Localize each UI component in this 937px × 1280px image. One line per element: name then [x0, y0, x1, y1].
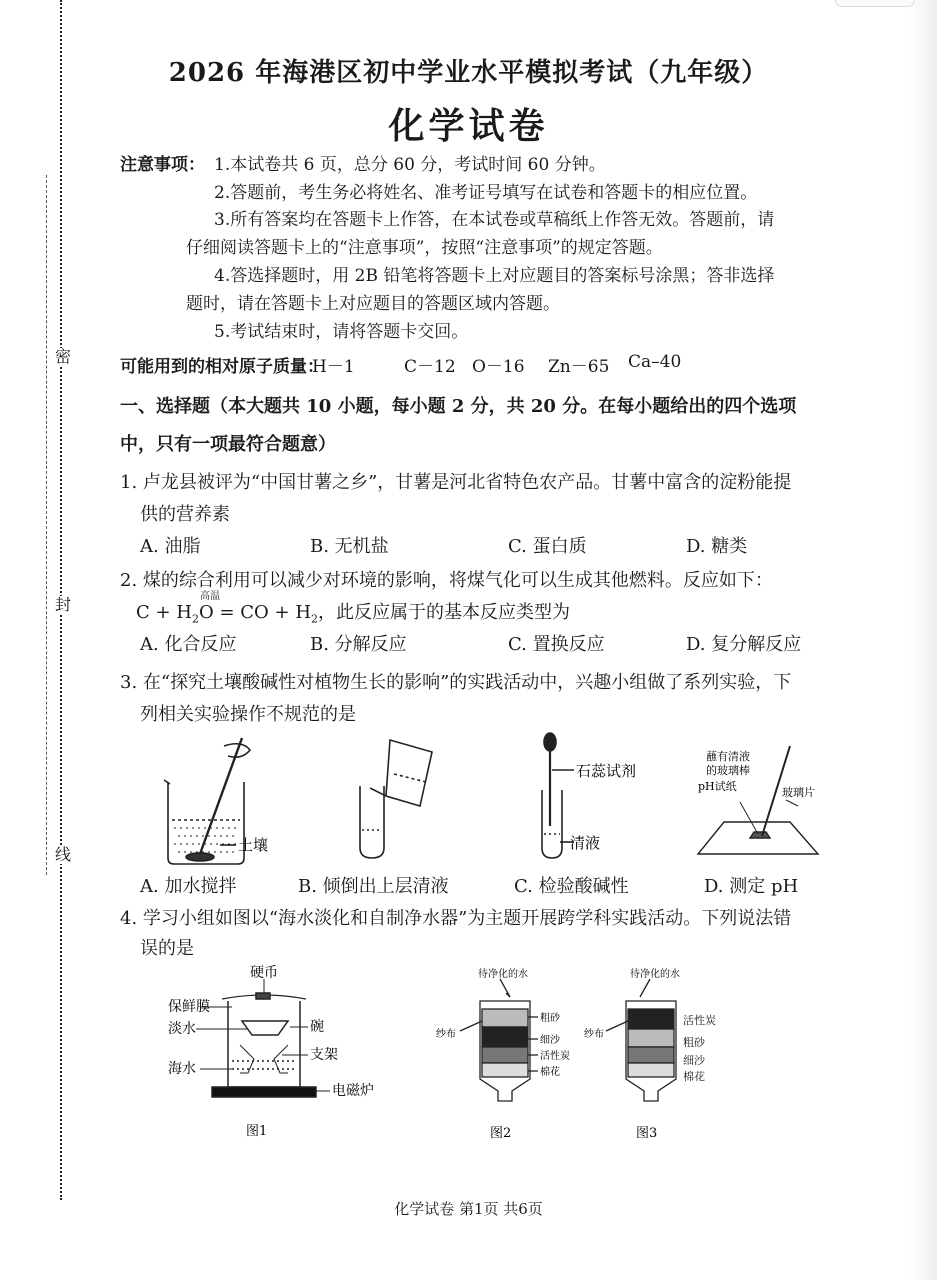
q3-option-b: B. 倾倒出上层清液	[298, 876, 449, 897]
subject-title: 化学试卷	[388, 105, 549, 147]
notice-item: 4.答选择题时，用 2B 铅笔将答题卡上对应题目的答案标号涂黑；答非选择	[214, 266, 775, 286]
figure-2-purifier	[460, 979, 538, 1101]
q3-option-d: D. 测定 pH	[704, 876, 799, 897]
viewer-tab	[835, 0, 915, 7]
fig2-label-top: 待净化的水	[478, 969, 528, 980]
figure-3-purifier	[606, 979, 676, 1101]
question-1-text-cont: 供的营养素	[140, 504, 230, 525]
notice-item: 5.考试结束时，请将答题卡交回。	[214, 322, 469, 342]
fig3-layer-3-label: 细沙	[683, 1054, 705, 1067]
fig1-label-coin: 硬币	[250, 965, 278, 981]
atomic-mass-c: C－12	[404, 357, 456, 377]
label-soil: 土壤	[238, 836, 269, 854]
page-footer: 化学试卷 第1页 共6页	[394, 1200, 543, 1218]
q1-option-d: D. 糖类	[686, 536, 748, 557]
atomic-mass-zn: Zn－65	[548, 357, 610, 377]
q1-option-c: C. 蛋白质	[508, 536, 587, 557]
figure-b-pouring	[360, 740, 432, 858]
fig1-label-stand: 支架	[310, 1047, 338, 1063]
fig1-label-fresh-water: 淡水	[168, 1021, 196, 1037]
q1-option-b: B. 无机盐	[310, 536, 389, 557]
label-ph-paper: pH试纸	[698, 780, 737, 793]
fig3-layer-2-label: 粗砂	[683, 1036, 705, 1049]
label-rod-line2: 的玻璃棒	[706, 764, 750, 777]
fig2-layer-2: 细沙	[540, 1035, 560, 1046]
q3-experiment-figures	[150, 730, 830, 870]
atomic-mass-label: 可能用到的相对原子质量：	[120, 357, 324, 377]
fig2-caption: 图2	[490, 1126, 512, 1141]
question-4-text: 4. 学习小组如图以“海水淡化和自制净水器”为主题开展跨学科实践活动。下列说法错	[120, 908, 792, 929]
notice-label: 注意事项：	[120, 155, 205, 175]
fig3-label-top: 待净化的水	[630, 969, 680, 980]
binding-dashed-line	[46, 175, 49, 875]
question-4-text-cont: 误的是	[140, 938, 194, 959]
question-2-text: 2. 煤的综合利用可以减少对环境的影响，将煤气化可以生成其他燃料。反应如下：	[120, 570, 773, 591]
fig2-layer-3: 活性炭	[540, 1051, 570, 1062]
label-glass-slide: 玻璃片	[782, 786, 815, 799]
fig2-label-gauze: 纱布	[436, 1029, 456, 1040]
q2-option-a: A. 化合反应	[140, 634, 237, 655]
fig1-label-stove: 电磁炉	[332, 1083, 374, 1099]
fig1-label-wrap: 保鲜膜	[168, 999, 210, 1015]
figure-1-desalination	[196, 979, 330, 1097]
fig3-label-gauze: 纱布	[584, 1029, 604, 1040]
fig3-layer-1-label: 活性炭	[683, 1014, 716, 1027]
binding-mark-xian: 线	[55, 845, 72, 864]
atomic-mass-h: H－1	[312, 357, 355, 377]
section-heading: 一、选择题（本大题共 10 小题，每小题 2 分，共 20 分。在每小题给出的四个选项	[120, 396, 797, 417]
notice-item: 仔细阅读答题卡上的“注意事项”，按照“注意事项”的规定答题。	[186, 238, 663, 258]
notice-item: 题时，请在答题卡上对应题目的答题区域内答题。	[186, 294, 560, 314]
binding-mark-feng: 封	[55, 595, 72, 614]
q2-option-c: C. 置换反应	[508, 634, 605, 655]
fig1-caption: 图1	[246, 1124, 268, 1139]
fig3-layer-4-label: 棉花	[683, 1070, 705, 1083]
chemical-equation: $C + H_2O$ = CO + $H_2$，此反应属于的基本反应类型为	[136, 602, 571, 626]
fig3-caption: 图3	[636, 1126, 658, 1141]
q2-option-d: D. 复分解反应	[686, 634, 802, 655]
label-litmus: 石蕊试剂	[576, 762, 637, 780]
question-1-text: 1. 卢龙县被评为“中国甘薯之乡”，甘薯是河北省特色农产品。甘薯中富含的淀粉能提	[120, 472, 792, 493]
notice-item: 1.本试卷共 6 页，总分 60 分，考试时间 60 分钟。	[214, 155, 606, 175]
notice-item: 3.所有答案均在答题卡上作答，在本试卷或草稿纸上作答无效。答题前，请	[214, 210, 775, 230]
reaction-condition: 高温	[200, 591, 220, 602]
fig2-layer-1: 粗砂	[540, 1013, 560, 1024]
label-clear-liquid: 清液	[570, 834, 601, 852]
q1-option-a: A. 油脂	[140, 536, 201, 557]
question-3-text: 3. 在“探究土壤酸碱性对植物生长的影响”的实践活动中，兴趣小组做了系列实验，下	[120, 672, 792, 693]
q4-figures	[160, 965, 680, 1145]
label-rod-line1: 蘸有清液	[706, 750, 750, 763]
page-edge-shadow	[909, 0, 937, 1280]
notice-item: 2.答题前，考生务必将姓名、准考证号填写在试卷和答题卡的相应位置。	[214, 183, 758, 203]
q3-option-c: C. 检验酸碱性	[514, 876, 629, 897]
q3-option-a: A. 加水搅拌	[140, 876, 237, 897]
fig1-label-bowl: 碗	[310, 1019, 324, 1035]
binding-mark-mi: 密	[55, 347, 72, 366]
atomic-mass-ca: Ca–40	[628, 352, 682, 372]
exam-title: 2026 年海港区初中学业水平模拟考试（九年级）	[168, 58, 769, 88]
fig1-label-sea-water: 海水	[168, 1061, 196, 1077]
fig2-layer-4: 棉花	[540, 1067, 560, 1078]
q2-option-b: B. 分解反应	[310, 634, 407, 655]
atomic-mass-o: O－16	[472, 357, 525, 377]
question-3-text-cont: 列相关实验操作不规范的是	[140, 704, 356, 725]
section-heading-cont: 中，只有一项最符合题意）	[120, 434, 336, 455]
